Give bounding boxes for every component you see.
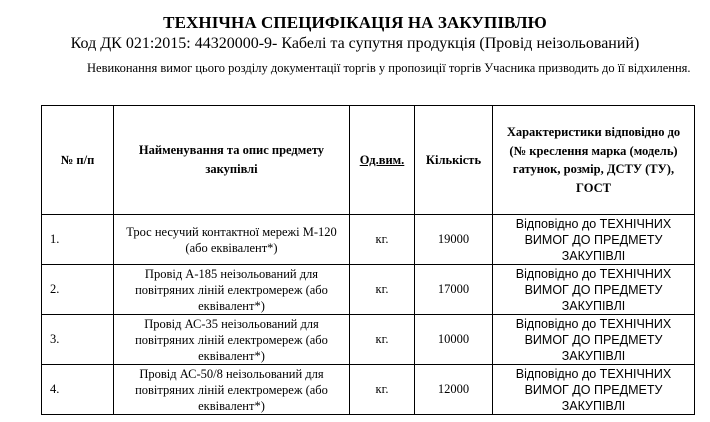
row-num: 1. — [42, 215, 114, 265]
row-characteristics: Відповідно до ТЕХНІЧНИХ ВИМОГ ДО ПРЕДМЕТУ ЗАКУПІВЛІ — [493, 265, 695, 315]
row-name: Трос несучий контактної мережі М-120 (або еквівалент*) — [114, 215, 350, 265]
row-unit: кг. — [350, 265, 415, 315]
table-header-row — [42, 106, 695, 215]
row-qty: 10000 — [415, 315, 493, 365]
table-row — [42, 315, 695, 365]
row-num: 2. — [42, 265, 114, 315]
specification-table — [41, 105, 695, 415]
table-row — [42, 365, 695, 415]
row-qty: 12000 — [415, 365, 493, 415]
document-title: ТЕХНІЧНА СПЕЦИФІКАЦІЯ НА ЗАКУПІВЛЮ — [163, 13, 547, 32]
row-name: Провід АС-35 неізольований для повітряних ліній електромереж (або еквівалент*) — [114, 315, 350, 365]
row-characteristics: Відповідно до ТЕХНІЧНИХ ВИМОГ ДО ПРЕДМЕТУ ЗАКУПІВЛІ — [493, 215, 695, 265]
header-qty: Кількість — [415, 106, 493, 215]
row-name: Провід А-185 неізольований для повітряних ліній електромереж (або еквівалент*) — [114, 265, 350, 315]
row-unit: кг. — [350, 215, 415, 265]
row-characteristics: Відповідно до ТЕХНІЧНИХ ВИМОГ ДО ПРЕДМЕТУ ЗАКУПІВЛІ — [493, 365, 695, 415]
table-row — [42, 265, 695, 315]
row-qty: 19000 — [415, 215, 493, 265]
row-unit: кг. — [350, 315, 415, 365]
row-num: 3. — [42, 315, 114, 365]
row-name: Провід АС-50/8 неізольований для повітряних ліній електромереж (або еквівалент*) — [114, 365, 350, 415]
table-row — [42, 215, 695, 265]
document-subtitle: Код ДК 021:2015: 44320000-9- Кабелі та супутня продукція (Провід неізольований) — [70, 35, 640, 52]
row-characteristics: Відповідно до ТЕХНІЧНИХ ВИМОГ ДО ПРЕДМЕТУ ЗАКУПІВЛІ — [493, 315, 695, 365]
document-note: Невиконання вимог цього розділу документації торгів у пропозиції торгів Учасника призводить до її відхилення. — [87, 61, 691, 75]
header-name: Найменування та опис предмету закупівлі — [114, 106, 350, 215]
row-unit: кг. — [350, 365, 415, 415]
row-num: 4. — [42, 365, 114, 415]
header-num: № п/п — [42, 106, 114, 215]
header-characteristics: Характеристики відповідно до (№ креслення марка (модель) гатунок, розмір, ДСТУ (ТУ), ГОСТ — [493, 106, 695, 215]
header-unit: Од.вим. — [350, 106, 415, 215]
row-qty: 17000 — [415, 265, 493, 315]
